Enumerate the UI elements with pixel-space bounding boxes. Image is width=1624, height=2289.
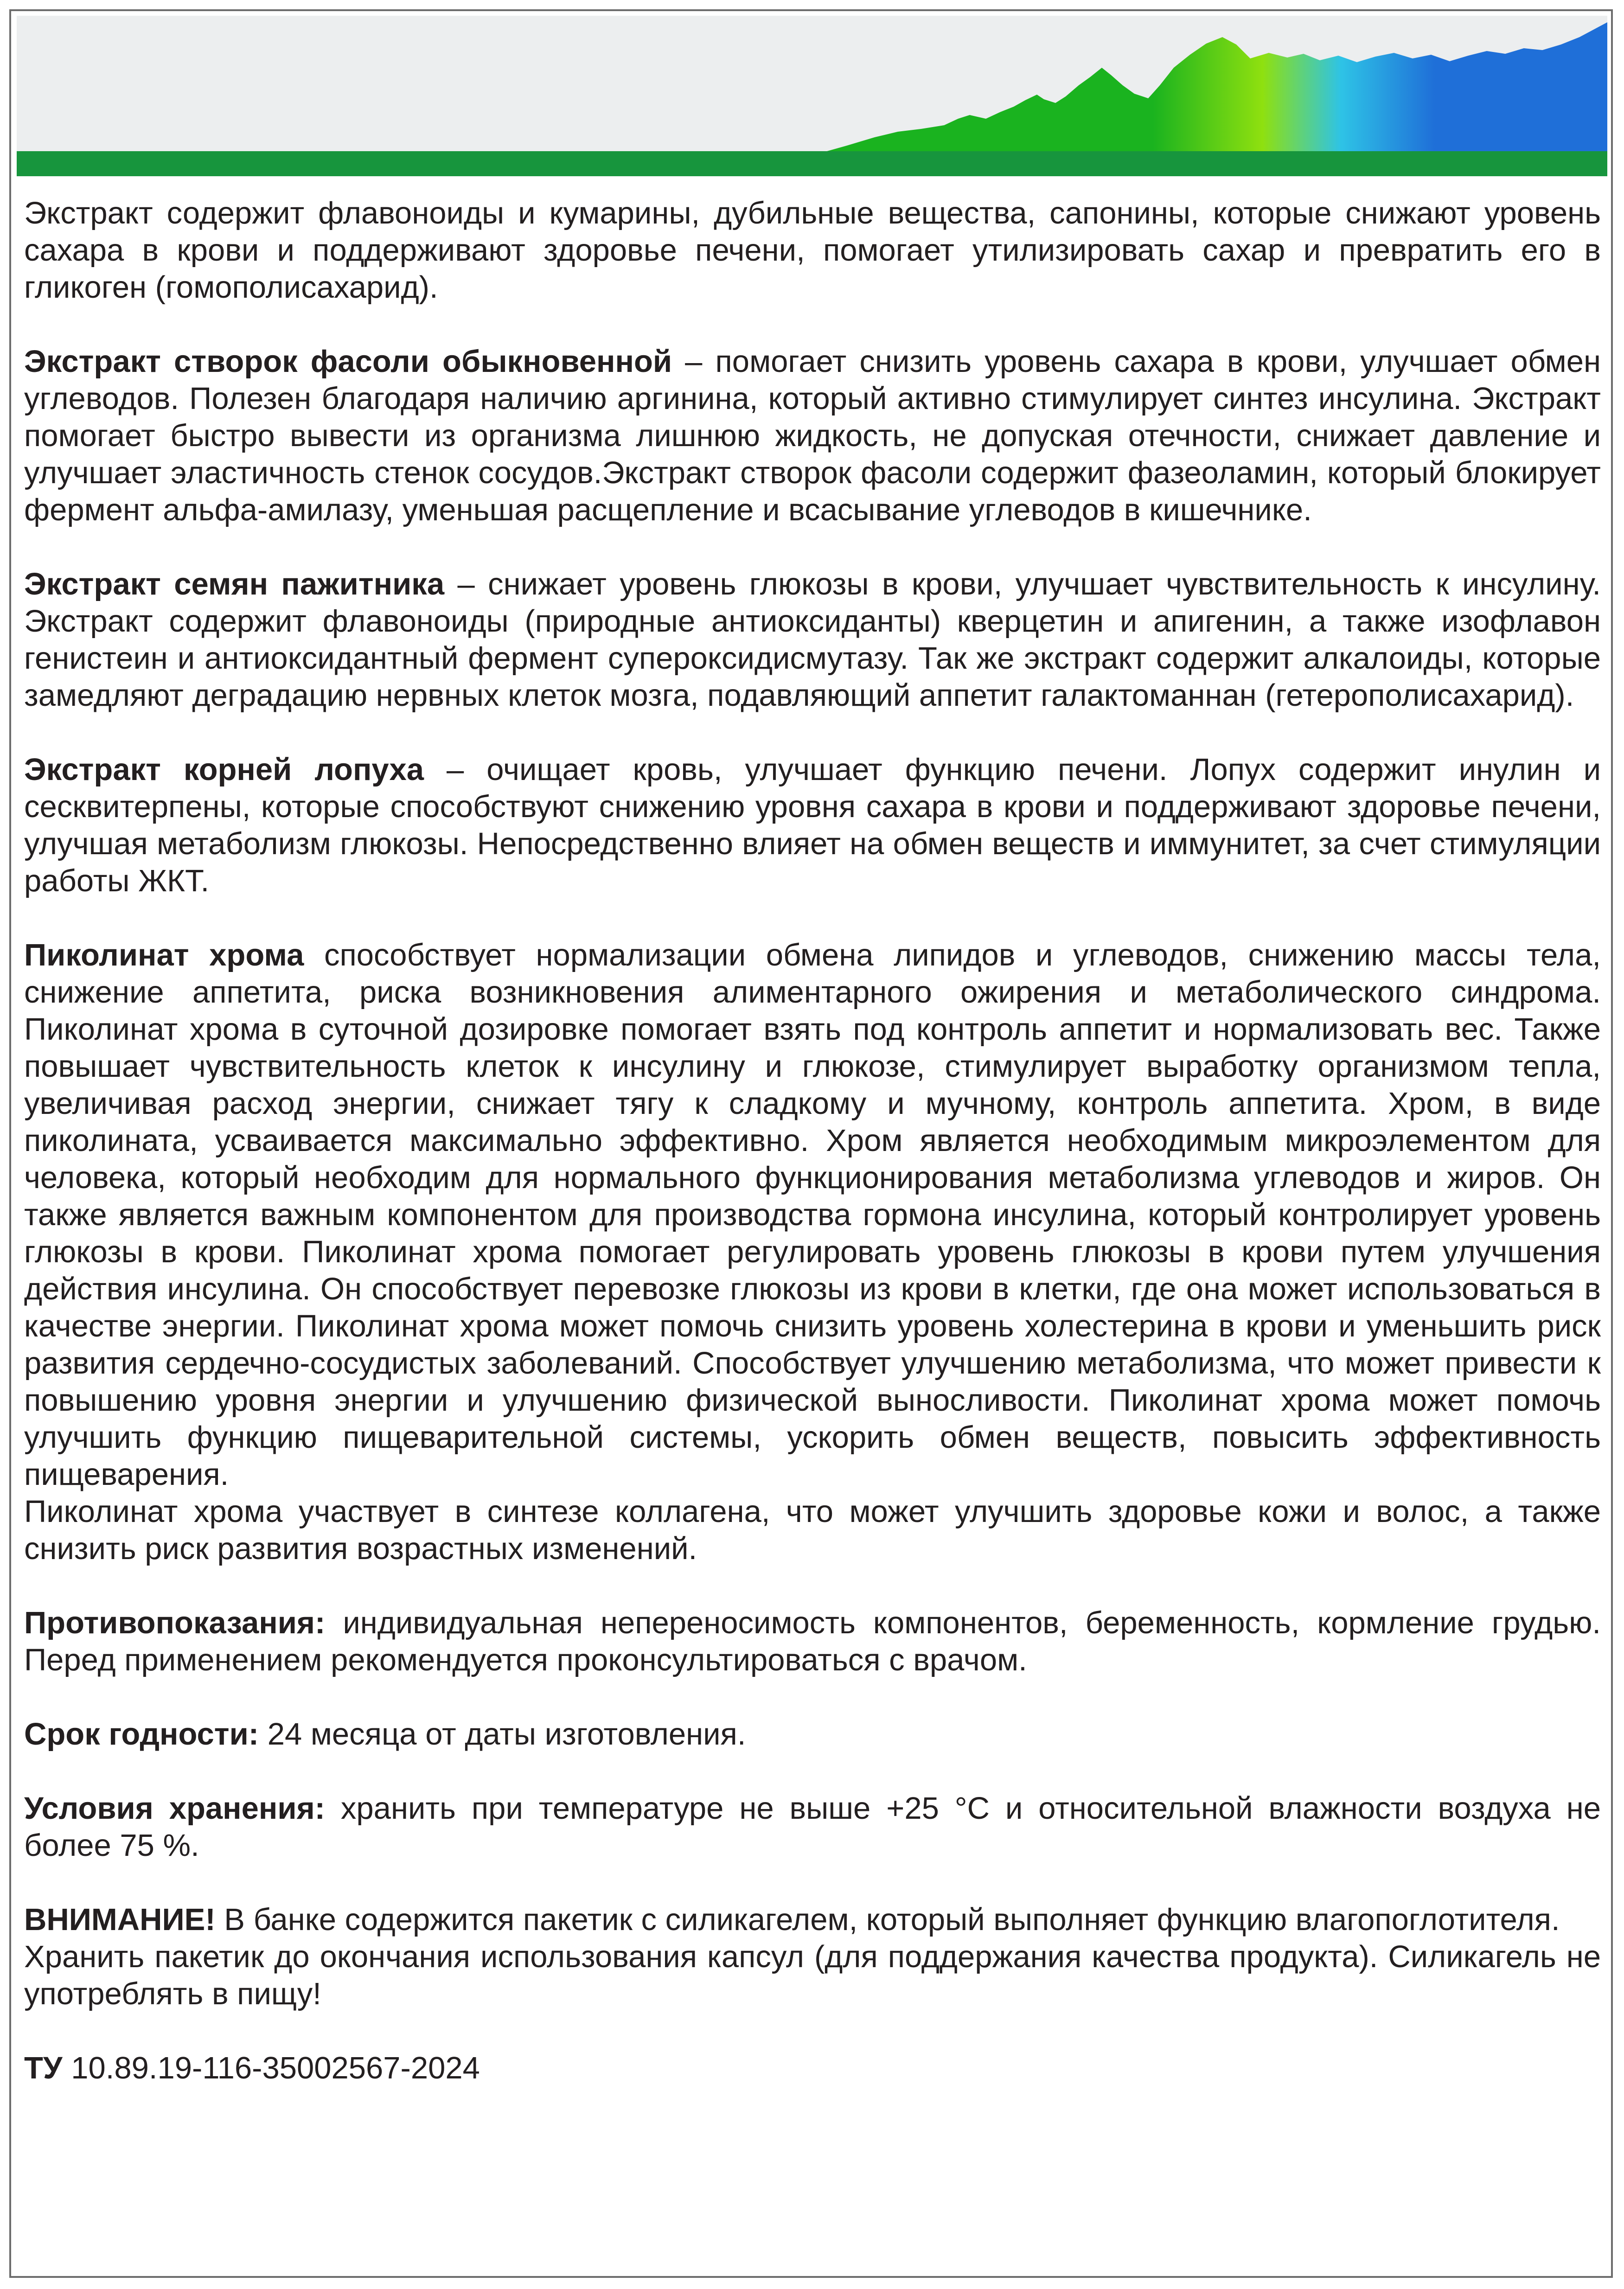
paragraph-text: В банке содержится пакетик с силикагелем, который выполняет функцию влагопоглотителя. — [215, 1902, 1560, 1937]
paragraph-text: Хранить пакетик до окончания использования капсул (для поддержания качества продукта). Силикагель не употреблять в пищу! — [24, 1939, 1601, 2011]
paragraph-heading: Экстракт створок фасоли обыкновенной — [24, 344, 672, 379]
paragraph-heading: Срок годности: — [24, 1717, 259, 1752]
bean-extract-paragraph — [24, 343, 1601, 529]
paragraph-heading: Условия хранения: — [24, 1791, 325, 1826]
tech-spec-paragraph — [24, 2050, 1601, 2087]
chromium-picolinate-paragraph — [24, 937, 1601, 1493]
paragraph-text: хранить при температуре не выше +25 °С и относительной влажности воздуха не более 75 %. — [24, 1791, 1601, 1863]
paragraph-heading: Противопоказания: — [24, 1605, 326, 1640]
fenugreek-extract-paragraph — [24, 566, 1601, 714]
paragraph-text: 24 месяца от даты изготовления. — [259, 1717, 746, 1752]
storage-conditions-paragraph — [24, 1790, 1601, 1864]
paragraph-text: – помогает снизить уровень сахара в крови, улучшает обмен углеводов. Полезен благодаря наличию аргинина, который активно стимулирует синтез инсулина. Экстракт помогает быстро вывести из организма лишнюю жидкость, не допуская отечности, снижает давление и улучшает эластичность стенок сосудов.Экстракт створок фасоли содержит фазеоламин, который блокирует фермент альфа-амилазу, уменьшая расщепление и всасывание углеводов в кишечнике. — [24, 344, 1601, 527]
paragraph-heading: ВНИМАНИЕ! — [24, 1902, 216, 1937]
mountain-landscape-image — [17, 16, 1607, 176]
burdock-extract-paragraph — [24, 751, 1601, 900]
paragraph-heading: ТУ — [24, 2051, 63, 2085]
paragraph-text: – очищает кровь, улучшает функцию печени. Лопух содержит инулин и сесквитерпены, которые способствуют снижению уровня сахара в крови и поддерживают здоровье печени, улучшая метаболизм глюкозы. Непосредственно влияет на обмен веществ и иммунитет, за счет стимуляции работы ЖКТ. — [24, 752, 1601, 898]
intro-paragraph — [24, 195, 1601, 306]
paragraph-heading: Пиколинат хрома — [24, 938, 304, 972]
paragraph-heading: Экстракт семян пажитника — [24, 567, 445, 601]
paragraph-text: 10.89.19-116-35002567-2024 — [62, 2051, 480, 2085]
contraindications-paragraph — [24, 1605, 1601, 1679]
instruction-text — [24, 195, 1601, 2087]
warning-paragraph — [24, 1901, 1601, 1938]
paragraph-text: индивидуальная непереносимость компонентов, беременность, кормление грудью. Перед применением рекомендуется проконсультироваться с врачом. — [24, 1605, 1601, 1677]
paragraph-text: Пиколинат хрома участвует в синтезе коллагена, что может улучшить здоровье кожи и волос, а также снизить риск развития возрастных изменений. — [24, 1494, 1601, 1566]
header-banner — [17, 16, 1607, 176]
banner-ground-stripe — [17, 151, 1607, 176]
paragraph-text: – снижает уровень глюкозы в крови, улучшает чувствительность к инсулину. Экстракт содержит флавоноиды (природные антиоксиданты) кверцетин и апигенин, а также изофлавон генистеин и антиоксидантный фермент супероксидисмутазу. Так же экстракт содержит алкалоиды, которые замедляют деградацию нервных клеток мозга, подавляющий аппетит галактоманнан (гетерополисахарид). — [24, 567, 1601, 713]
chromium-collagen-paragraph — [24, 1493, 1601, 1567]
paragraph-text: Экстракт содержит флавоноиды и кумарины, дубильные вещества, сапонины, которые снижают уровень сахара в крови и поддерживают здоровье печени, помогает утилизировать сахар и превратить его в гликоген (гомополисахарид). — [24, 196, 1601, 305]
shelf-life-paragraph — [24, 1716, 1601, 1753]
paragraph-text: способствует нормализации обмена липидов и углеводов, снижению массы тела, снижение аппетита, риска возникновения алиментарного ожирения и метаболического синдрома. Пиколинат хрома в суточной дозировке помогает взять под контроль аппетит и нормализовать вес. Также повышает чувствительность клеток к инсулину и глюкозе, стимулирует выработку организмом тепла, увеличивая расход энергии, снижает тягу к сладкому и мучному, контроль аппетита. Хром, в виде пиколината, усваивается максимально эффективно. Хром является необходимым микроэлементом для человека, который необходим для нормального функционирования метаболизма углеводов и жиров. Он также является важным компонентом для производства гормона инсулина, который контролирует уровень глюкозы в крови. Пиколинат хрома помогает регулировать уровень глюкозы в крови путем улучшения действия инсулина. Он способствует перевозке глюкозы из крови в клетки, где она может использоваться в качестве энергии. Пиколинат хрома может помочь снизить уровень холестерина в крови и уменьшить риск развития сердечно-сосудистых заболеваний. Способствует улучшению метаболизма, что может привести к повышению уровня энергии и улучшению физической выносливости. Пиколинат хрома может помочь улучшить функцию пищеварительной системы, ускорить обмен веществ, повысить эффективность пищеварения. — [24, 938, 1601, 1492]
silica-gel-paragraph — [24, 1938, 1601, 2013]
paragraph-heading: Экстракт корней лопуха — [24, 752, 424, 787]
